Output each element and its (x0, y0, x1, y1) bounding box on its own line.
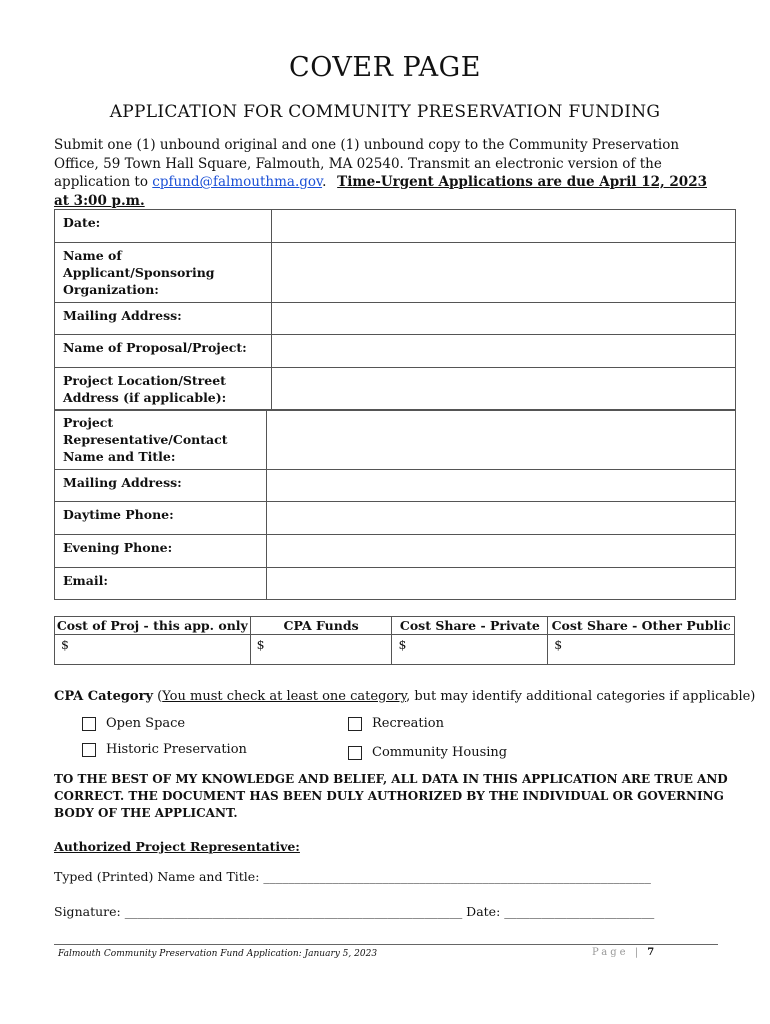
deadline-notice: Time-Urgent Applications are due April 12, 2023 (337, 174, 707, 190)
instructions-line-2: Office, 59 Town Hall Square, Falmouth, MA 02540. Transmit an electronic version of the (54, 155, 662, 172)
cost-proj-header: Cost of Proj - this app. only (56, 618, 248, 633)
table-row (55, 243, 736, 303)
table-row (55, 303, 736, 335)
page-number: 7 (647, 947, 655, 958)
cpa-funds-cell[interactable] (250, 617, 392, 665)
cpa-category-note: , but may identify additional categories if applicable) (406, 689, 756, 704)
page-label: Page (592, 947, 629, 958)
community-housing-option[interactable] (348, 745, 507, 760)
table-row (55, 617, 735, 665)
open-space-option[interactable] (82, 716, 185, 731)
cost-share-public-cell[interactable] (548, 617, 735, 665)
footer-page-number (592, 947, 654, 958)
cost-proj-value: $ (61, 637, 69, 652)
recreation-checkbox[interactable] (348, 717, 362, 731)
typed-name-line[interactable]: Typed (Printed) Name and Title: ______________________________________________________________ (54, 869, 651, 884)
daytime-phone-label: Daytime Phone: (55, 502, 267, 535)
footer-document-info: Falmouth Community Preservation Fund Application: January 5, 2023 (58, 949, 378, 959)
cost-table (54, 616, 735, 665)
cpa-category-requirement: You must check at least one category (162, 689, 407, 704)
footer-divider (54, 944, 718, 945)
instructions-line-3-prefix: application to (54, 174, 153, 190)
instructions-line-3-suffix: . (322, 174, 327, 190)
contact-info-table (54, 409, 736, 600)
recreation-option[interactable] (348, 716, 444, 731)
cost-share-public-value: $ (554, 637, 563, 652)
cost-share-private-cell[interactable] (392, 617, 548, 665)
cpa-funds-value: $ (256, 637, 265, 652)
date-label: Date: (55, 210, 272, 243)
page-title: COVER PAGE (289, 52, 481, 83)
historic-preservation-label: Historic Preservation (106, 742, 247, 757)
cost-share-public-header: Cost Share - Other Public (548, 617, 734, 635)
email-link[interactable]: cpfund@falmouthma.gov (152, 174, 323, 190)
project-location-label: Project Location/Street Address (if applicable): (55, 368, 272, 411)
signature-line[interactable]: Signature: ______________________________________________________ Date: ________________________ (54, 904, 655, 919)
table-row (55, 410, 736, 470)
open-space-checkbox[interactable] (82, 717, 96, 731)
mailing-address-label: Mailing Address: (55, 303, 272, 335)
table-row (55, 368, 736, 411)
page-subtitle: APPLICATION FOR COMMUNITY PRESERVATION FUNDING (109, 102, 661, 122)
contact-mailing-address-label: Mailing Address: (55, 470, 267, 502)
daytime-phone-field[interactable] (267, 502, 736, 535)
date-field[interactable] (272, 210, 736, 243)
instructions-line-1: Submit one (1) unbound original and one (1) unbound copy to the Community Preservation (54, 137, 680, 153)
cost-proj-cell[interactable] (55, 617, 251, 665)
applicant-info-table (54, 209, 736, 411)
contact-name-field[interactable] (267, 410, 736, 470)
table-row (55, 535, 736, 568)
table-row (55, 568, 736, 600)
cpa-category-paren: ( (153, 689, 163, 704)
contact-mailing-address-field[interactable] (267, 470, 736, 502)
applicant-name-label: Name of Applicant/Sponsoring Organization: (55, 243, 272, 303)
mailing-address-field[interactable] (272, 303, 736, 335)
recreation-label: Recreation (372, 716, 445, 731)
evening-phone-label: Evening Phone: (55, 535, 267, 568)
email-field[interactable] (267, 568, 736, 600)
proposal-name-field[interactable] (272, 335, 736, 368)
cost-share-private-value: $ (398, 637, 407, 652)
community-housing-checkbox[interactable] (348, 746, 362, 760)
page-separator: | (628, 947, 648, 958)
table-row (55, 502, 736, 535)
applicant-name-field[interactable] (272, 243, 736, 303)
deadline-time: at 3:00 p.m. (54, 192, 145, 209)
contact-name-label: Project Representative/Contact Name and Title: (55, 410, 267, 470)
historic-preservation-checkbox[interactable] (82, 743, 96, 757)
email-label: Email: (55, 568, 267, 600)
cpa-category-instructions (54, 689, 755, 704)
proposal-name-label: Name of Proposal/Project: (55, 335, 272, 368)
open-space-label: Open Space (106, 716, 186, 731)
table-row (55, 470, 736, 502)
cpa-category-label: CPA Category (54, 689, 153, 704)
cpa-funds-header: CPA Funds (251, 617, 392, 635)
project-location-field[interactable] (272, 368, 736, 411)
submission-instructions (54, 136, 719, 210)
evening-phone-field[interactable] (267, 535, 736, 568)
certification-statement: TO THE BEST OF MY KNOWLEDGE AND BELIEF, ALL DATA IN THIS APPLICATION ARE TRUE AND CORRECT. THE DOCUMENT HAS BEEN DULY AUTHORIZED BY THE INDIVIDUAL OR GOVERNING BODY OF THE APPLICANT. (54, 772, 728, 820)
cost-share-private-header: Cost Share - Private (392, 617, 547, 635)
table-row (55, 335, 736, 368)
community-housing-label: Community Housing (372, 745, 508, 760)
authorized-representative-heading: Authorized Project Representative: (54, 839, 300, 854)
table-row (55, 210, 736, 243)
historic-preservation-option[interactable] (82, 742, 247, 757)
